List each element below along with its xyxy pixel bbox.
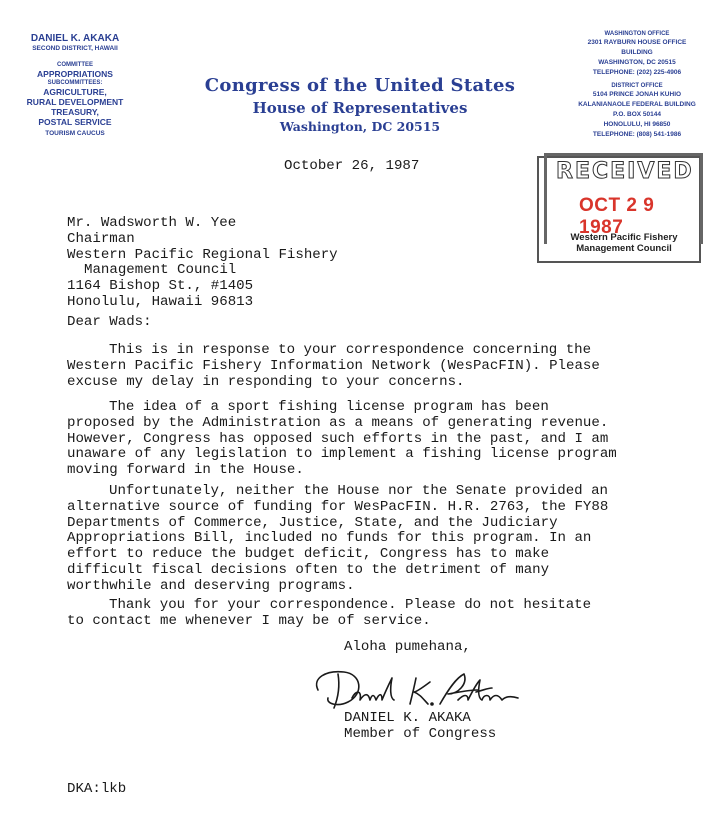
address-line: TELEPHONE: (202) 225-4906 [592, 69, 682, 76]
address-line: BUILDING [621, 49, 653, 56]
subcommittee-line: TREASURY, [51, 107, 99, 117]
letterhead-city: Washington, DC 20515 [279, 119, 441, 134]
stamp-organization [564, 232, 684, 254]
address-line: KALANIANAOLE FEDERAL BUILDING [578, 101, 696, 108]
received-stamp [534, 153, 704, 263]
address-line: 5104 PRINCE JONAH KUHIO [592, 91, 682, 98]
inside-address [67, 216, 338, 311]
signer-title: Member of Congress [344, 725, 497, 742]
paragraph-line: The idea of a sport fishing license program has been [109, 399, 549, 415]
body-paragraph [67, 343, 687, 390]
paragraph-line: effort to reduce the budget deficit, Congress has to make [67, 546, 550, 563]
address-line: Western Pacific Regional Fishery [67, 246, 338, 263]
district-office-label: DISTRICT OFFICE [611, 83, 663, 89]
paragraph-line: However, Congress has opposed such efforts in the past, and I am [67, 430, 609, 447]
paragraph-line: Western Pacific Fishery Information Network (WesPacFIN). Please [67, 357, 600, 374]
office-addresses [560, 30, 714, 140]
letterhead-congress: Congress of the United States [204, 75, 516, 96]
letter-date: October 26, 1987 [284, 158, 420, 174]
body-paragraph [67, 598, 687, 630]
reference-initials: DKA:lkb [67, 781, 127, 797]
stamp-received-text: RECEIVED [556, 159, 694, 184]
address-line: 1164 Bishop St., #1405 [67, 278, 254, 295]
stamp-org-line: Management Council [576, 243, 672, 254]
washington-office-label: WASHINGTON OFFICE [604, 31, 670, 37]
member-header [0, 33, 150, 138]
paragraph-line: excuse my delay in responding to your concerns. [67, 373, 465, 390]
letterhead [190, 74, 530, 136]
address-line: Honolulu, Hawaii 96813 [67, 293, 254, 310]
paragraph-line: worthwhile and deserving programs. [67, 577, 355, 594]
stamp-org-line: Western Pacific Fishery [570, 232, 678, 243]
body-paragraph [67, 484, 687, 595]
letterhead-house: House of Representatives [252, 99, 468, 117]
body-paragraph [67, 400, 687, 479]
address-line: Chairman [67, 230, 135, 247]
caucus-name: TOURISM CAUCUS [45, 130, 105, 137]
address-line: Management Council [84, 262, 237, 279]
committee-name: APPROPRIATIONS [37, 69, 113, 79]
subcommittee-line: AGRICULTURE, [43, 87, 107, 97]
paragraph-line: Appropriations Bill, included no funds for this program. In an [67, 530, 592, 547]
paragraph-line: moving forward in the House. [67, 462, 304, 479]
address-line: P.O. BOX 50144 [613, 111, 661, 118]
address-line: TELEPHONE: (808) 541-1986 [592, 131, 682, 138]
salutation: Dear Wads: [67, 314, 152, 330]
signer-name: DANIEL K. AKAKA [344, 710, 471, 726]
signer-block [344, 711, 496, 743]
paragraph-line: This is in response to your correspondence concerning the [109, 342, 592, 358]
address-line: 2301 RAYBURN HOUSE OFFICE [587, 39, 687, 46]
member-district: SECOND DISTRICT, HAWAII [32, 45, 118, 52]
subcommittees-label: SUBCOMMITTEES: [47, 80, 103, 86]
subcommittee-line: POSTAL SERVICE [38, 117, 112, 127]
member-name: DANIEL K. AKAKA [30, 33, 120, 44]
address-line: HONOLULU, HI 96850 [603, 121, 671, 128]
complimentary-close: Aloha pumehana, [344, 639, 471, 655]
paragraph-line: Unfortunately, neither the House nor the Senate provided an [109, 483, 608, 499]
paragraph-line: proposed by the Administration as a means of generating revenue. [67, 414, 609, 431]
paragraph-line: alternative source of funding for WesPacFIN. H.R. 2763, the FY88 [67, 498, 609, 515]
address-line: WASHINGTON, DC 20515 [598, 59, 676, 66]
committee-label: COMMITTEE [57, 62, 93, 68]
address-line: Mr. Wadsworth W. Yee [67, 215, 237, 231]
paragraph-line: to contact me whenever I may be of service. [67, 612, 431, 629]
paragraph-line: unaware of any legislation to implement a fishing license program [67, 446, 617, 463]
paragraph-line: Departments of Commerce, Justice, State, and the Judiciary [67, 514, 558, 531]
stamp-date: OCT 2 9 1987 [579, 195, 655, 238]
paragraph-line: difficult fiscal decisions often to the detriment of many [67, 561, 550, 578]
paragraph-line: Thank you for your correspondence. Please do not hesitate [109, 597, 592, 613]
subcommittee-line: RURAL DEVELOPMENT [26, 97, 124, 107]
